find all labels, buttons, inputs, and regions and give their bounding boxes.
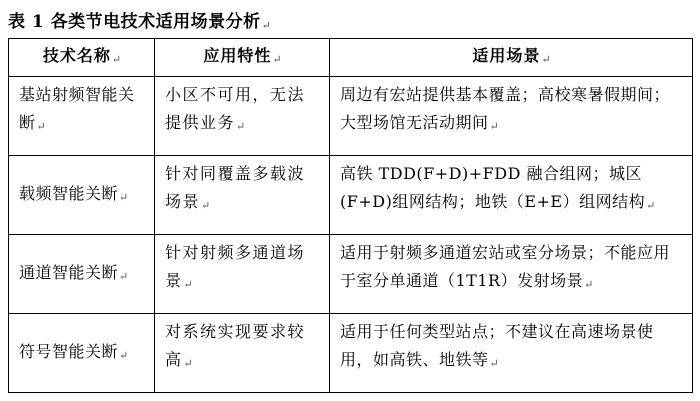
paragraph-mark-icon: ↵ <box>119 348 129 362</box>
paragraph-mark-icon: ↵ <box>272 53 283 66</box>
cell-feature: 针对同覆盖多载波场景↵ <box>155 156 330 235</box>
header-tech-name: 技术名称↵ <box>9 39 155 77</box>
header-scene: 适用场景↵ <box>330 39 693 77</box>
paragraph-mark-icon: ↵ <box>261 19 272 32</box>
tech-scenario-table <box>8 38 693 393</box>
paragraph-mark-icon: ↵ <box>36 120 47 133</box>
table-caption <box>8 7 271 32</box>
cell-tech-name: 基站射频智能关断↵ <box>9 77 155 156</box>
cell-tech-name: 载频智能关断↵ <box>9 156 155 235</box>
caption-text: 表 1 各类节电技术适用场景分析 <box>8 12 261 32</box>
table-row <box>9 156 693 235</box>
paragraph-mark-icon: ↵ <box>489 120 500 133</box>
paragraph-mark-icon: ↵ <box>183 278 195 291</box>
paragraph-mark-icon: ↵ <box>201 199 212 212</box>
paragraph-mark-icon: ↵ <box>119 190 129 204</box>
table-header-row <box>9 39 693 77</box>
cell-feature: 对系统实现要求较高↵ <box>155 314 330 393</box>
cell-tech-name: 符号智能关断↵ <box>9 314 155 393</box>
table-row <box>9 77 693 156</box>
paragraph-mark-icon: ↵ <box>119 269 129 283</box>
cell-scene: 周边有宏站提供基本覆盖；高校寒暑假期间；大型场馆无活动期间↵ <box>330 77 693 156</box>
header-feature: 应用特性↵ <box>155 39 330 77</box>
cell-scene: 高铁 TDD(F+D)+FDD 融合组网；城区(F+D)组网结构；地铁（E+E）组网结构↵ <box>330 156 693 235</box>
paragraph-mark-icon: ↵ <box>183 357 195 370</box>
paragraph-mark-icon: ↵ <box>584 278 594 291</box>
paragraph-mark-icon: ↵ <box>646 199 656 212</box>
cell-scene: 适用于射频多通道宏站或室分场景；不能应用于室分单通道（1T1R）发射场景↵ <box>330 235 693 314</box>
cell-scene: 适用于任何类型站点；不建议在高速场景使用，如高铁、地铁等↵ <box>330 314 693 393</box>
paragraph-mark-icon: ↵ <box>489 357 500 370</box>
cell-feature: 小区不可用，无法提供业务↵ <box>155 77 330 156</box>
cell-tech-name: 通道智能关断↵ <box>9 235 155 314</box>
paragraph-mark-icon: ↵ <box>541 53 552 66</box>
paragraph-mark-icon: ↵ <box>236 120 247 133</box>
table-row <box>9 314 693 393</box>
table-row <box>9 235 693 314</box>
paragraph-mark-icon: ↵ <box>111 53 123 66</box>
cell-feature: 针对射频多通道场景↵ <box>155 235 330 314</box>
